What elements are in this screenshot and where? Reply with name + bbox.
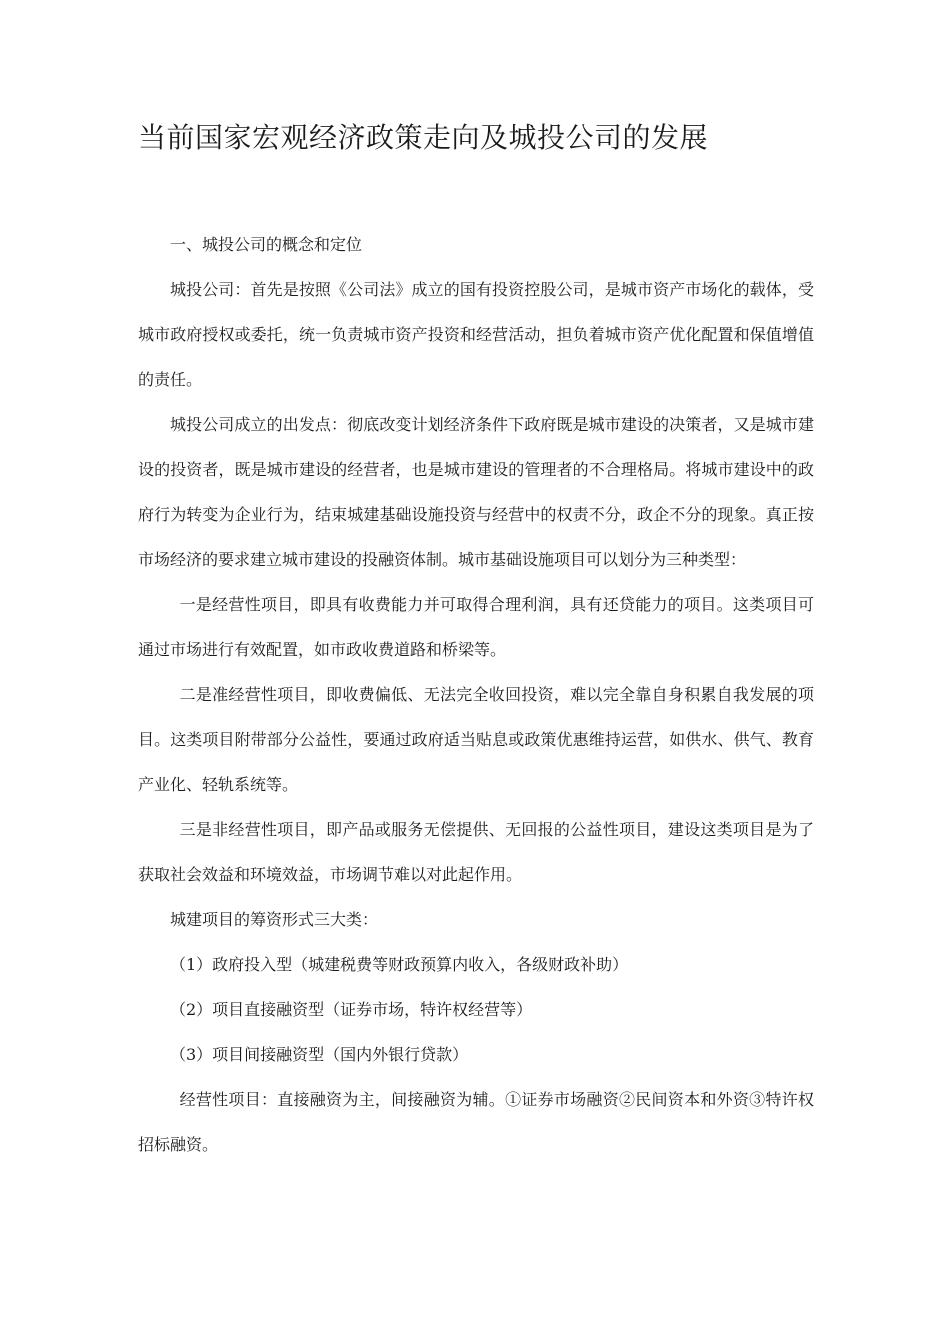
paragraph-operating-financing: 经营性项目：直接融资为主，间接融资为辅。①证券市场融资②民间资本和外资③特许权招标融资。 [138, 1090, 814, 1154]
paragraph-starting-point: 城投公司成立的出发点：彻底改变计划经济条件下政府既是城市建设的决策者，又是城市建设的投资者，既是城市建设的经营者，也是城市建设的管理者的不合理格局。将城市建设中的政府行为转变为企业行为，结束城建基础设施投资与经营中的权责不分，政企不分的现象。真正按市场经济的要求建立城市建设的投融资体制。城市基础设施项目可以划分为三种类型： [138, 415, 814, 569]
list-item-financing-1: （1）政府投入型（城建税费等财政预算内收入，各级财政补助） [170, 955, 629, 974]
section-heading: 一、城投公司的概念和定位 [170, 235, 363, 254]
paragraph-type-non-operating: 三是非经营性项目，即产品或服务无偿提供、无回报的公益性项目，建设这类项目是为了获取社会效益和环境效益，市场调节难以对此起作用。 [138, 820, 814, 884]
paragraph-financing-heading: 城建项目的筹资形式三大类： [170, 910, 379, 929]
paragraph-type-operating: 一是经营性项目，即具有收费能力并可取得合理利润，具有还贷能力的项目。这类项目可通过市场进行有效配置，如市政收费道路和桥梁等。 [138, 595, 814, 659]
document-body [138, 222, 814, 1167]
document-title: 当前国家宏观经济政策走向及城投公司的发展 [138, 121, 709, 154]
list-item-financing-2: （2）项目直接融资型（证券市场，特许权经营等） [170, 1000, 533, 1019]
paragraph-definition: 城投公司：首先是按照《公司法》成立的国有投资控股公司，是城市资产市场化的载体，受城市政府授权或委托，统一负责城市资产投资和经营活动，担负着城市资产优化配置和保值增值的责任。 [138, 280, 814, 389]
list-item-financing-3: （3）项目间接融资型（国内外银行贷款） [170, 1045, 469, 1064]
paragraph-type-quasi-operating: 二是准经营性项目，即收费偏低、无法完全收回投资，难以完全靠自身积累自我发展的项目。这类项目附带部分公益性，要通过政府适当贴息或政策优惠维持运营，如供水、供气、教育产业化、轻轨系统等。 [138, 685, 814, 794]
